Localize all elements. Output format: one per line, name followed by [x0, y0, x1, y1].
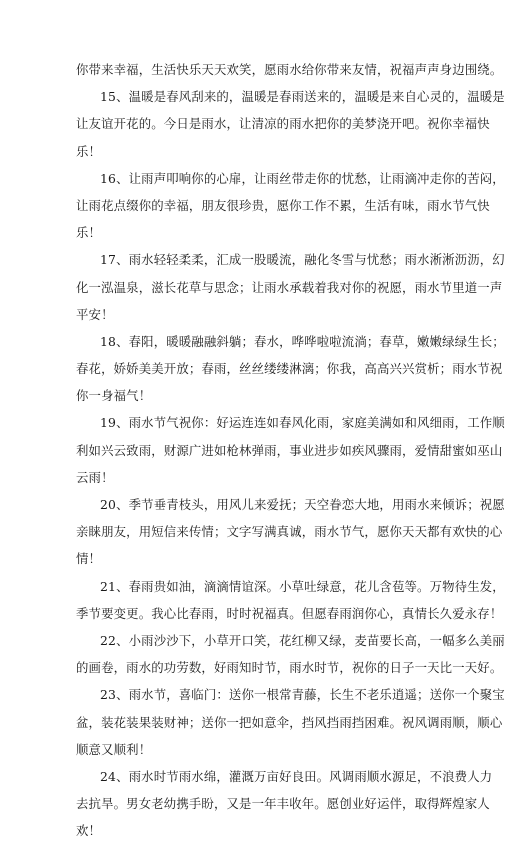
text-line: 利如兴云致雨，财源广进如枪林弹雨，事业进步如疾风骤雨，爱情甜蜜如巫山 — [76, 442, 503, 458]
text-line: 22、小雨沙沙下，小草开口笑，花红柳又绿，麦苗要长高，一幅多么美丽 — [100, 632, 505, 648]
text-line: 20、季节垂青枝头，用风儿来爱抚；天空眷恋大地，用雨水来倾诉；祝愿 — [100, 497, 505, 512]
text-line: 亲睐朋友，用短信来传情；文字写满真诚，雨水节气，愿你天天都有欢快的心 — [76, 524, 503, 540]
text-line: 23、雨水节，喜临门：送你一根常青藤，长生不老乐逍遥；送你一个聚宝 — [100, 687, 505, 703]
text-line: 乐！ — [76, 225, 102, 241]
text-line: 云雨！ — [76, 469, 114, 485]
text-line: 季节要变更。我心比春雨，时时祝福真。但愿春雨润你心，真情长久爱永存！ — [76, 605, 503, 621]
text-line: 18、春阳，暖暖融融斜躺；春水，哗哗啦啦流淌；春草，嫩嫩绿绿生长； — [100, 333, 505, 349]
text-line: 15、温暖是春风刮来的，温暖是春雨送来的，温暖是来自心灵的，温暖是 — [100, 89, 505, 105]
text-line: 21、春雨贵如油，滴滴情谊深。小草吐绿意，花儿含苞等。万物待生发， — [100, 578, 505, 594]
text-line: 情！ — [76, 551, 102, 567]
text-line: 盆，装花装果装财神；送你一把如意伞，挡风挡雨挡困难。祝风调雨顺，顺心 — [76, 714, 503, 730]
text-line: 17、雨水轻轻柔柔，汇成一股暖流，融化冬雪与忧愁；雨水淅淅沥沥，幻 — [100, 252, 505, 268]
text-line: 化一泓温泉，滋长花草与思念；让雨水承载着我对你的祝愿，雨水节里道一声 — [76, 279, 503, 295]
text-line: 16、让雨声叩响你的心扉，让雨丝带走你的忧愁，让雨滴冲走你的苦闷， — [100, 170, 505, 186]
text-line: 去抗旱。男女老幼携手盼，又是一年丰收年。愿创业好运伴，取得辉煌家人 — [76, 796, 490, 812]
text-line: 的画卷，雨水的功劳数，好雨知时节，雨水时节，祝你的日子一天比一天好。 — [76, 660, 503, 676]
document-body — [76, 56, 505, 844]
text-line: 平安！ — [76, 306, 114, 322]
text-line: 乐！ — [76, 143, 102, 159]
text-line: 你一身福气！ — [76, 388, 152, 404]
text-line: 让雨花点缀你的幸福，朋友很珍贵，愿你工作不累，生活有味，雨水节气快 — [76, 197, 490, 213]
text-line: 春花，娇娇美美开放；春雨，丝丝缕缕淋漓；你我，高高兴兴赏析；雨水节祝 — [76, 361, 503, 377]
text-line: 让友谊开花的。今日是雨水，让清凉的雨水把你的美梦浇开吧。祝你幸福快 — [76, 116, 490, 132]
text-line: 顺意又顺利！ — [76, 741, 152, 757]
text-line: 19、雨水节气祝你：好运连连如春风化雨，家庭美满如和风细雨，工作顺 — [100, 415, 505, 431]
text-line: 欢！ — [76, 823, 102, 839]
text-line: 24、雨水时节雨水绵，灌溉万亩好良田。风调雨顺水源足，不浪费人力 — [100, 768, 493, 784]
text-line: 你带来幸福，生活快乐天天欢笑，愿雨水给你带来友情，祝福声声身边围绕。 — [76, 62, 503, 77]
